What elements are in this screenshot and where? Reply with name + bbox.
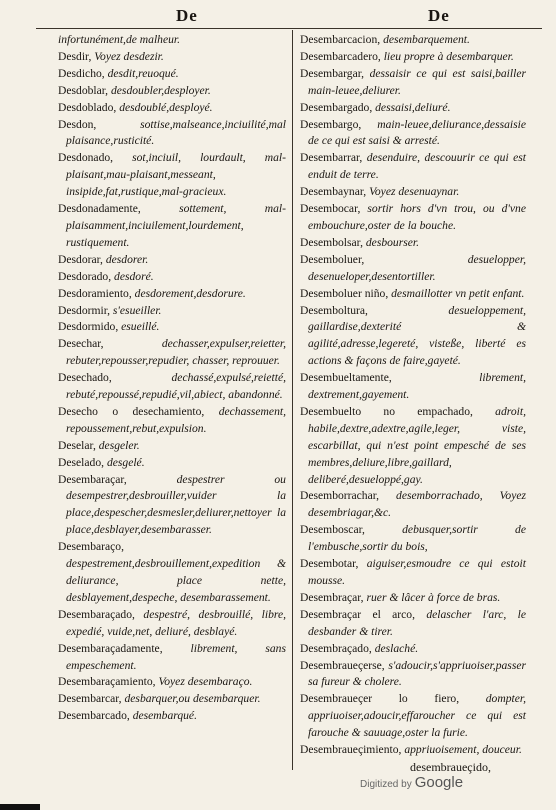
headword: Desechado, [58, 371, 172, 385]
dictionary-entry [300, 235, 526, 252]
catchword: desembraueçido, [410, 760, 491, 774]
definition: sot,inciuil, lourdault, mal-plaisant,mau-plaisant,messeant, insipide,fat,rustique,mal-gracieux. [66, 151, 286, 199]
header-right: De [428, 6, 450, 25]
definition: infortunément,de malheur. [58, 33, 181, 46]
headword: Desdoramiento, [58, 286, 135, 300]
definition: desembarqué. [132, 709, 197, 723]
dictionary-entry [300, 49, 526, 66]
definition: dechassement, repoussement,rebut,expulsion. [66, 404, 286, 435]
dictionary-entry [58, 455, 286, 472]
dictionary-entry [300, 556, 526, 590]
dictionary-entry [300, 252, 526, 286]
headword: Desembaraçamiento, [58, 675, 159, 689]
headword: Desembaraçado, [58, 607, 144, 621]
definition: dessaisi,deliuré. [375, 100, 451, 114]
headword: Desdormir, [58, 303, 113, 317]
definition: desgelé. [106, 455, 145, 469]
headword: Deselado, [58, 455, 107, 469]
google-logo: Google [414, 774, 464, 791]
dictionary-entry [300, 66, 526, 100]
dictionary-entry [58, 641, 286, 675]
dictionary-entry [58, 252, 286, 269]
headword: Desembargo, [300, 117, 378, 131]
dictionary-entry [58, 472, 286, 540]
definition: main-leuee,deliurance,dessaisie de ce qui est saisi & arresté. [308, 117, 526, 148]
headword: Desembolsar, [300, 235, 366, 249]
corner-mark [0, 804, 40, 810]
headword: Desembaraçar, [58, 472, 177, 486]
headword: Desdonado, [58, 151, 133, 165]
definition: desdoubler,desployer. [110, 83, 211, 97]
dictionary-entry [58, 286, 286, 303]
headword: Desdoblado, [58, 100, 120, 114]
definition: Voyez desenuaynar. [369, 185, 460, 199]
dictionary-entry [300, 117, 526, 151]
definition: dompter, appriuoiser,adoucir,effaroucher ce qui est farouche & sauuage,oster la furie. [308, 692, 526, 740]
headword: Desdorar, [58, 252, 106, 266]
headword: Desembargado, [300, 100, 376, 114]
column-divider [292, 30, 293, 770]
headword: Desembraueçerse, [300, 658, 389, 672]
definition: librement, dextrement,gayement. [308, 371, 526, 402]
definition: s'esueiller. [112, 303, 162, 317]
definition: desdorer. [105, 252, 149, 266]
headword: Desecho o desechamiento, [58, 404, 219, 418]
dictionary-entry [58, 49, 286, 66]
dictionary-entry [58, 83, 286, 100]
dictionary-entry [58, 539, 286, 607]
definition: adroit, habile,dextre,adextre,agile,leger, viste, escarbillat, qui n'est point empesché de ses membres,deliure,libre,gaillard, deliberé,desueloppé,gay. [308, 404, 526, 486]
definition: desbourser. [365, 235, 420, 249]
headword: Desembotar, [300, 557, 367, 571]
headword: Desdoblar, [58, 83, 111, 97]
headword: Desembueltamente, [300, 371, 480, 385]
headword: Desembocar, [300, 202, 368, 216]
definition: sottement, mal-plaisamment,inciuilement,lourdement, rustiquement. [66, 202, 286, 249]
headword: Desdorado, [58, 269, 115, 283]
headword: Desembraueçimiento, [300, 743, 405, 757]
definition: desmaillotter vn petit enfant. [391, 286, 525, 300]
definition: Voyez desdezir. [94, 49, 164, 63]
definition: despestrer ou desempestrer,desbrouiller,vuider la place,despescher,desmesler,deliurer,nettoyer la place,desblayer,desembarasser. [66, 472, 286, 537]
definition: dessaisir ce qui est saisi,bailler main-leuee,deliurer. [308, 66, 526, 97]
headword: Desembaraçadamente, [58, 641, 191, 655]
dictionary-entry [58, 303, 286, 320]
definition: desdoublé,desployé. [119, 100, 213, 114]
dictionary-entry [58, 117, 286, 151]
dictionary-entry [300, 150, 526, 184]
dictionary-entry [300, 691, 526, 742]
dictionary-entry [300, 404, 526, 489]
definition: dechassé,expulsé,reietté, rebuté,repoussé,repudié,vil,abiect, abandonné. [66, 371, 286, 402]
digitized-footer [360, 774, 463, 791]
dictionary-entry [300, 522, 526, 556]
headword: Desembraçado, [300, 641, 375, 655]
headword: Desechar, [58, 337, 162, 351]
headword: Desembraçar, [300, 590, 367, 604]
dictionary-entry [58, 32, 286, 49]
definition: desueloppement, gaillardise,dexterité & agilité,adresse,legereté, visteße, liberté es actions & façons de faire,gayeté. [308, 303, 526, 368]
definition: sottise,malseance,inciuilité,mal plaisance,rusticité. [66, 117, 286, 148]
definition: desbarquer,ou desembarquer. [124, 692, 261, 706]
dictionary-entry [300, 641, 526, 658]
definition: debusquer,sortir de l'embusche,sortir du bois, [308, 523, 526, 554]
running-header [0, 4, 556, 26]
dictionary-entry [58, 708, 286, 725]
dictionary-entry [300, 590, 526, 607]
dictionary-entry [58, 404, 286, 438]
dictionary-entry [58, 150, 286, 201]
headword: Desembarcar, [58, 692, 125, 706]
definition: delascher l'arc, le desbander & tirer. [308, 607, 526, 638]
definition: deslaché. [374, 641, 419, 655]
headword: Desdonadamente, [58, 202, 180, 216]
definition: s'adoucir,s'appriuoiser,passer sa fureur & cholere. [308, 658, 526, 689]
dictionary-entry [300, 184, 526, 201]
dictionary-entry [300, 742, 526, 759]
dictionary-entry [300, 370, 526, 404]
definition: lieu propre à desembarquer. [383, 49, 514, 63]
dictionary-entry [58, 607, 286, 641]
definition: librement, sans empeschement. [66, 641, 286, 672]
definition: esueillé. [121, 320, 160, 334]
headword: Deselar, [58, 438, 99, 452]
dictionary-entry [300, 658, 526, 692]
definition: appriuoisement, douceur. [404, 743, 522, 757]
dictionary-entry [58, 269, 286, 286]
definition: despestrement,desbrouillement,expedition & deliurance, place nette, desblayement,despeche, desembarassement. [66, 557, 286, 604]
digitized-text: Digitized by [360, 779, 412, 790]
headword: Desemboluer niño, [300, 286, 392, 300]
definition: desdoré. [114, 269, 154, 283]
dictionary-entry [58, 201, 286, 252]
dictionary-entry [58, 66, 286, 83]
dictionary-entry [300, 201, 526, 235]
headword: Desembraueçer lo fiero, [300, 692, 486, 706]
dictionary-entry [58, 100, 286, 117]
dictionary-entry [58, 370, 286, 404]
definition: sortir hors d'vn trou, ou d'vne embouchure,oster de la bouche. [308, 202, 526, 232]
headword: Desembarcacion, [300, 33, 384, 46]
headword: Desdon, [58, 117, 141, 131]
definition: dechasser,expulser,reietter, rebuter,repousser,repudier, chasser, reprouuer. [66, 337, 286, 368]
dictionary-entry [300, 488, 526, 522]
definition: desenduire, descouurir ce qui est enduit de terre. [308, 151, 526, 182]
headword: Desdormido, [58, 320, 122, 334]
definition: desemborrachado, Voyez desembriagar,&c. [308, 489, 527, 520]
dictionary-entry [58, 691, 286, 708]
dictionary-entry [300, 303, 526, 371]
dictionary-entry [58, 336, 286, 370]
headword: Desemboluer, [300, 252, 468, 266]
headword: Desembargar, [300, 66, 370, 80]
header-left: De [176, 6, 198, 25]
right-column [300, 32, 526, 759]
dictionary-entry [58, 674, 286, 691]
headword: Desemborrachar, [300, 489, 397, 503]
definition: Voyez desembaraço. [158, 675, 253, 689]
definition: desdorement,desdorure. [134, 286, 246, 300]
definition: desuelopper, desenueloper,desentortiller. [308, 252, 526, 283]
headword: Desembarrar, [300, 151, 367, 165]
dictionary-entry [300, 607, 526, 641]
dictionary-entry [300, 286, 526, 303]
dictionary-entry [300, 32, 526, 49]
headword: Desdir, [58, 49, 95, 63]
definition: aiguiser,esmoudre ce qui estoit mousse. [308, 557, 526, 587]
left-column [58, 32, 286, 725]
definition: despestré, desbrouillé, libre, expedié, vuide,net, deliuré, desblayé. [66, 607, 286, 638]
definition: desgeler. [98, 438, 140, 452]
headword: Desemboscar, [300, 523, 403, 537]
headword: Desembraçar el arco, [300, 607, 427, 621]
headword: Desembaynar, [300, 185, 370, 199]
definition: desembarquement. [383, 33, 470, 46]
dictionary-entry [300, 100, 526, 117]
headword: Desembarcadero, [300, 49, 384, 63]
header-rule [36, 28, 542, 29]
definition: desdit,reuoqué. [107, 66, 179, 80]
headword: Desembaraço, [58, 540, 124, 554]
headword: Desembarcado, [58, 709, 133, 723]
dictionary-entry [58, 319, 286, 336]
dictionary-entry [58, 438, 286, 455]
headword: Desembuelto no empachado, [300, 404, 496, 418]
definition: ruer & lâcer à force de bras. [366, 590, 501, 604]
headword: Desemboltura, [300, 303, 449, 317]
headword: Desdicho, [58, 66, 108, 80]
